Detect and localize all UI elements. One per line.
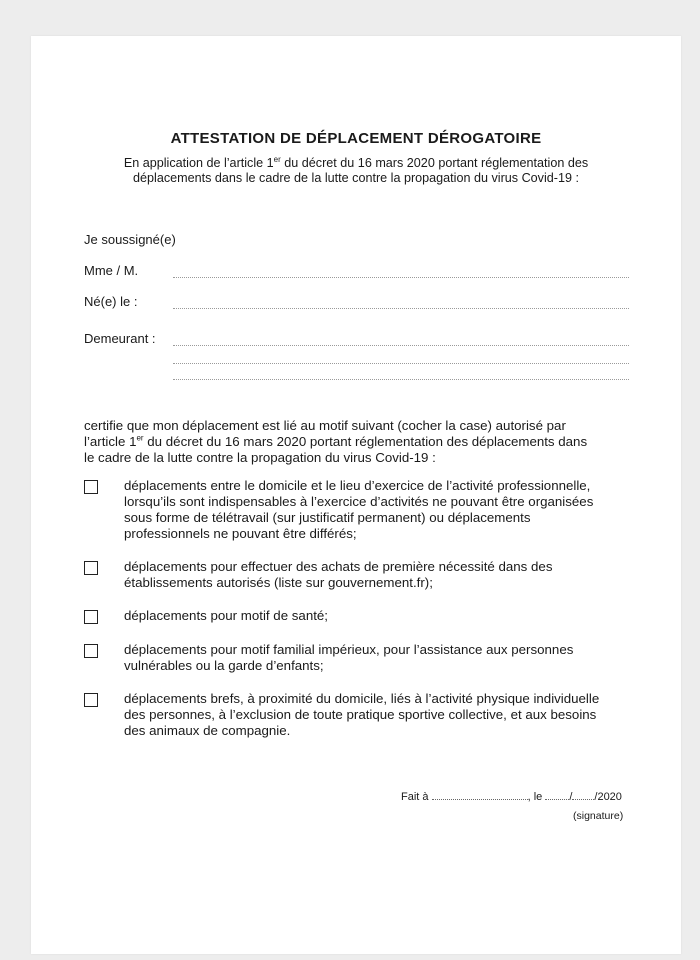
name-field[interactable] [173,276,629,278]
fait-a-line [401,790,622,803]
intro-line-2: déplacements dans le cadre de la lutte contre la propagation du virus Covid-19 : [133,171,579,185]
fait-label: Fait à [401,791,429,803]
intro-text [91,156,621,186]
attestation-page [31,36,681,954]
address-field-line-3[interactable] [173,378,629,380]
option-text: déplacements entre le domicile et le lieu d’exercice de l’activité professionnelle, lorsqu’ils sont indispensables à l’exercice d’activités ne pouvant être organisées sous forme de télétravail (sur justificatif permanent) ou déplacements professionnels ne pouvant être différés; [124,478,594,541]
place-field[interactable] [432,790,528,800]
date-slash: / [569,791,573,803]
month-field[interactable] [572,790,594,800]
checkbox-family[interactable] [84,644,98,658]
day-field[interactable] [545,790,569,800]
year-label: /2020 [594,791,622,803]
checkbox-health[interactable] [84,610,98,624]
intro-line-1: En application de l’article 1er du décret du 16 mars 2020 portant réglementation des [123,154,589,170]
option-text: déplacements pour motif familial impérieux, pour l’assistance aux personnes vulnérables ou la garde d’enfants; [124,642,574,673]
document-title: ATTESTATION DE DÉPLACEMENT DÉROGATOIRE [170,130,542,147]
certify-text: certifie que mon déplacement est lié au motif suivant (cocher la case) autorisé par l’article 1er du décret du 16 mars 2020 portant réglementation des déplacements dans le cadre de la lutte contre la propagation du virus Covid-19 : [84,418,588,465]
option-text: déplacements pour motif de santé; [124,608,329,623]
address-field-line-1[interactable] [173,344,629,346]
le-label: , le [527,791,543,803]
checkbox-physical-activity[interactable] [84,693,98,707]
option-text: déplacements pour effectuer des achats de première nécessité dans des établissements autorisés (liste sur gouvernement.fr); [124,559,553,590]
checkbox-professional[interactable] [84,480,98,494]
undersigned-label: Je soussigné(e) [84,232,176,247]
address-field-line-2[interactable] [173,362,629,364]
checkbox-purchases[interactable] [84,561,98,575]
name-label: Mme / M. [84,263,139,278]
signature-label: (signature) [573,810,624,822]
birth-label: Né(e) le : [84,294,138,309]
address-label: Demeurant : [84,331,156,346]
option-text: déplacements brefs, à proximité du domicile, liés à l’activité physique individuelle des personnes, à l’exclusion de toute pratique sportive collective, et aux besoins des animaux de compagnie. [124,691,600,738]
birth-field[interactable] [173,307,629,309]
